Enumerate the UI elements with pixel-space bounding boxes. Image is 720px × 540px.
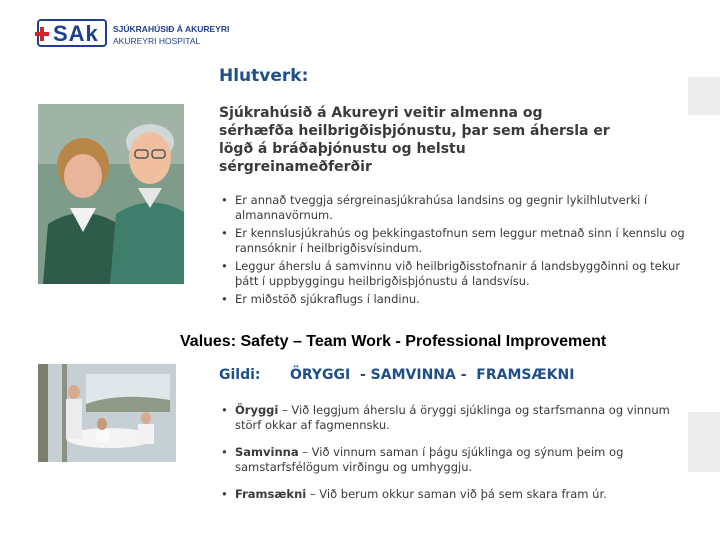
list-item: • Er kennslusjúkrahús og þekkingastofnun sem leggur metnað sinn í kennslu og rannsóknir í heilbrigðisvísindum. — [219, 226, 689, 256]
section-heading: Hlutverk: — [219, 66, 309, 86]
value-description: – Við vinnum saman í þágu sjúklinga og sýnum þeim og samstarfsfélögum virðingu og umhyggju. — [235, 445, 624, 474]
list-item: • Er annað tveggja sérgreinasjúkrahúsa landsins og gegnir lykilhlutverki í almannavörnum. — [219, 193, 689, 223]
list-item — [219, 445, 689, 475]
logo-mark-text: SAk — [53, 21, 99, 46]
side-tab — [688, 77, 720, 115]
list-item — [219, 403, 689, 433]
hospital-logo — [37, 17, 237, 49]
meeting-photo — [38, 364, 176, 462]
logo-mark — [37, 19, 107, 47]
staff-photo — [38, 104, 184, 284]
value-description: – Við leggjum áherslu á öryggi sjúklinga og starfsmanna og vinnum störf okkar af fagmennsku. — [235, 403, 670, 432]
side-tab — [688, 412, 720, 472]
value-term: Öryggi — [235, 403, 279, 417]
values-label: Gildi: — [219, 367, 261, 383]
list-item — [219, 487, 689, 502]
red-cross-icon — [35, 27, 49, 41]
role-bullet-list — [219, 193, 689, 310]
list-item: • Leggur áherslu á samvinnu við heilbrigðisstofnanir á landsbyggðinni og tekur þátt í uppbyggingu heilbrigðisþjónustu á landsvísu. — [219, 259, 689, 289]
value-term: Framsækni — [235, 487, 307, 501]
logo-name-english: AKUREYRI HOSPITAL — [113, 36, 201, 46]
value-description: – Við berum okkur saman við þá sem skara fram úr. — [306, 487, 607, 501]
logo-name-icelandic: SJÚKRAHÚSIÐ Á AKUREYRI — [113, 24, 230, 34]
value-bullet-list — [219, 403, 689, 514]
list-item: • Er miðstöð sjúkraflugs í landinu. — [219, 292, 689, 307]
values-keywords: ÖRYGGI - SAMVINNA - FRAMSÆKNI — [290, 367, 575, 383]
value-term: Samvinna — [235, 445, 299, 459]
mission-statement: Sjúkrahúsið á Akureyri veitir almenna og sérhæfða heilbrigðisþjónustu, þar sem áhersla er lögð á bráðaþjónustu og helstu sérgreinameðferðir — [219, 105, 610, 175]
values-title: Values: Safety – Team Work - Professional Improvement — [180, 333, 607, 350]
